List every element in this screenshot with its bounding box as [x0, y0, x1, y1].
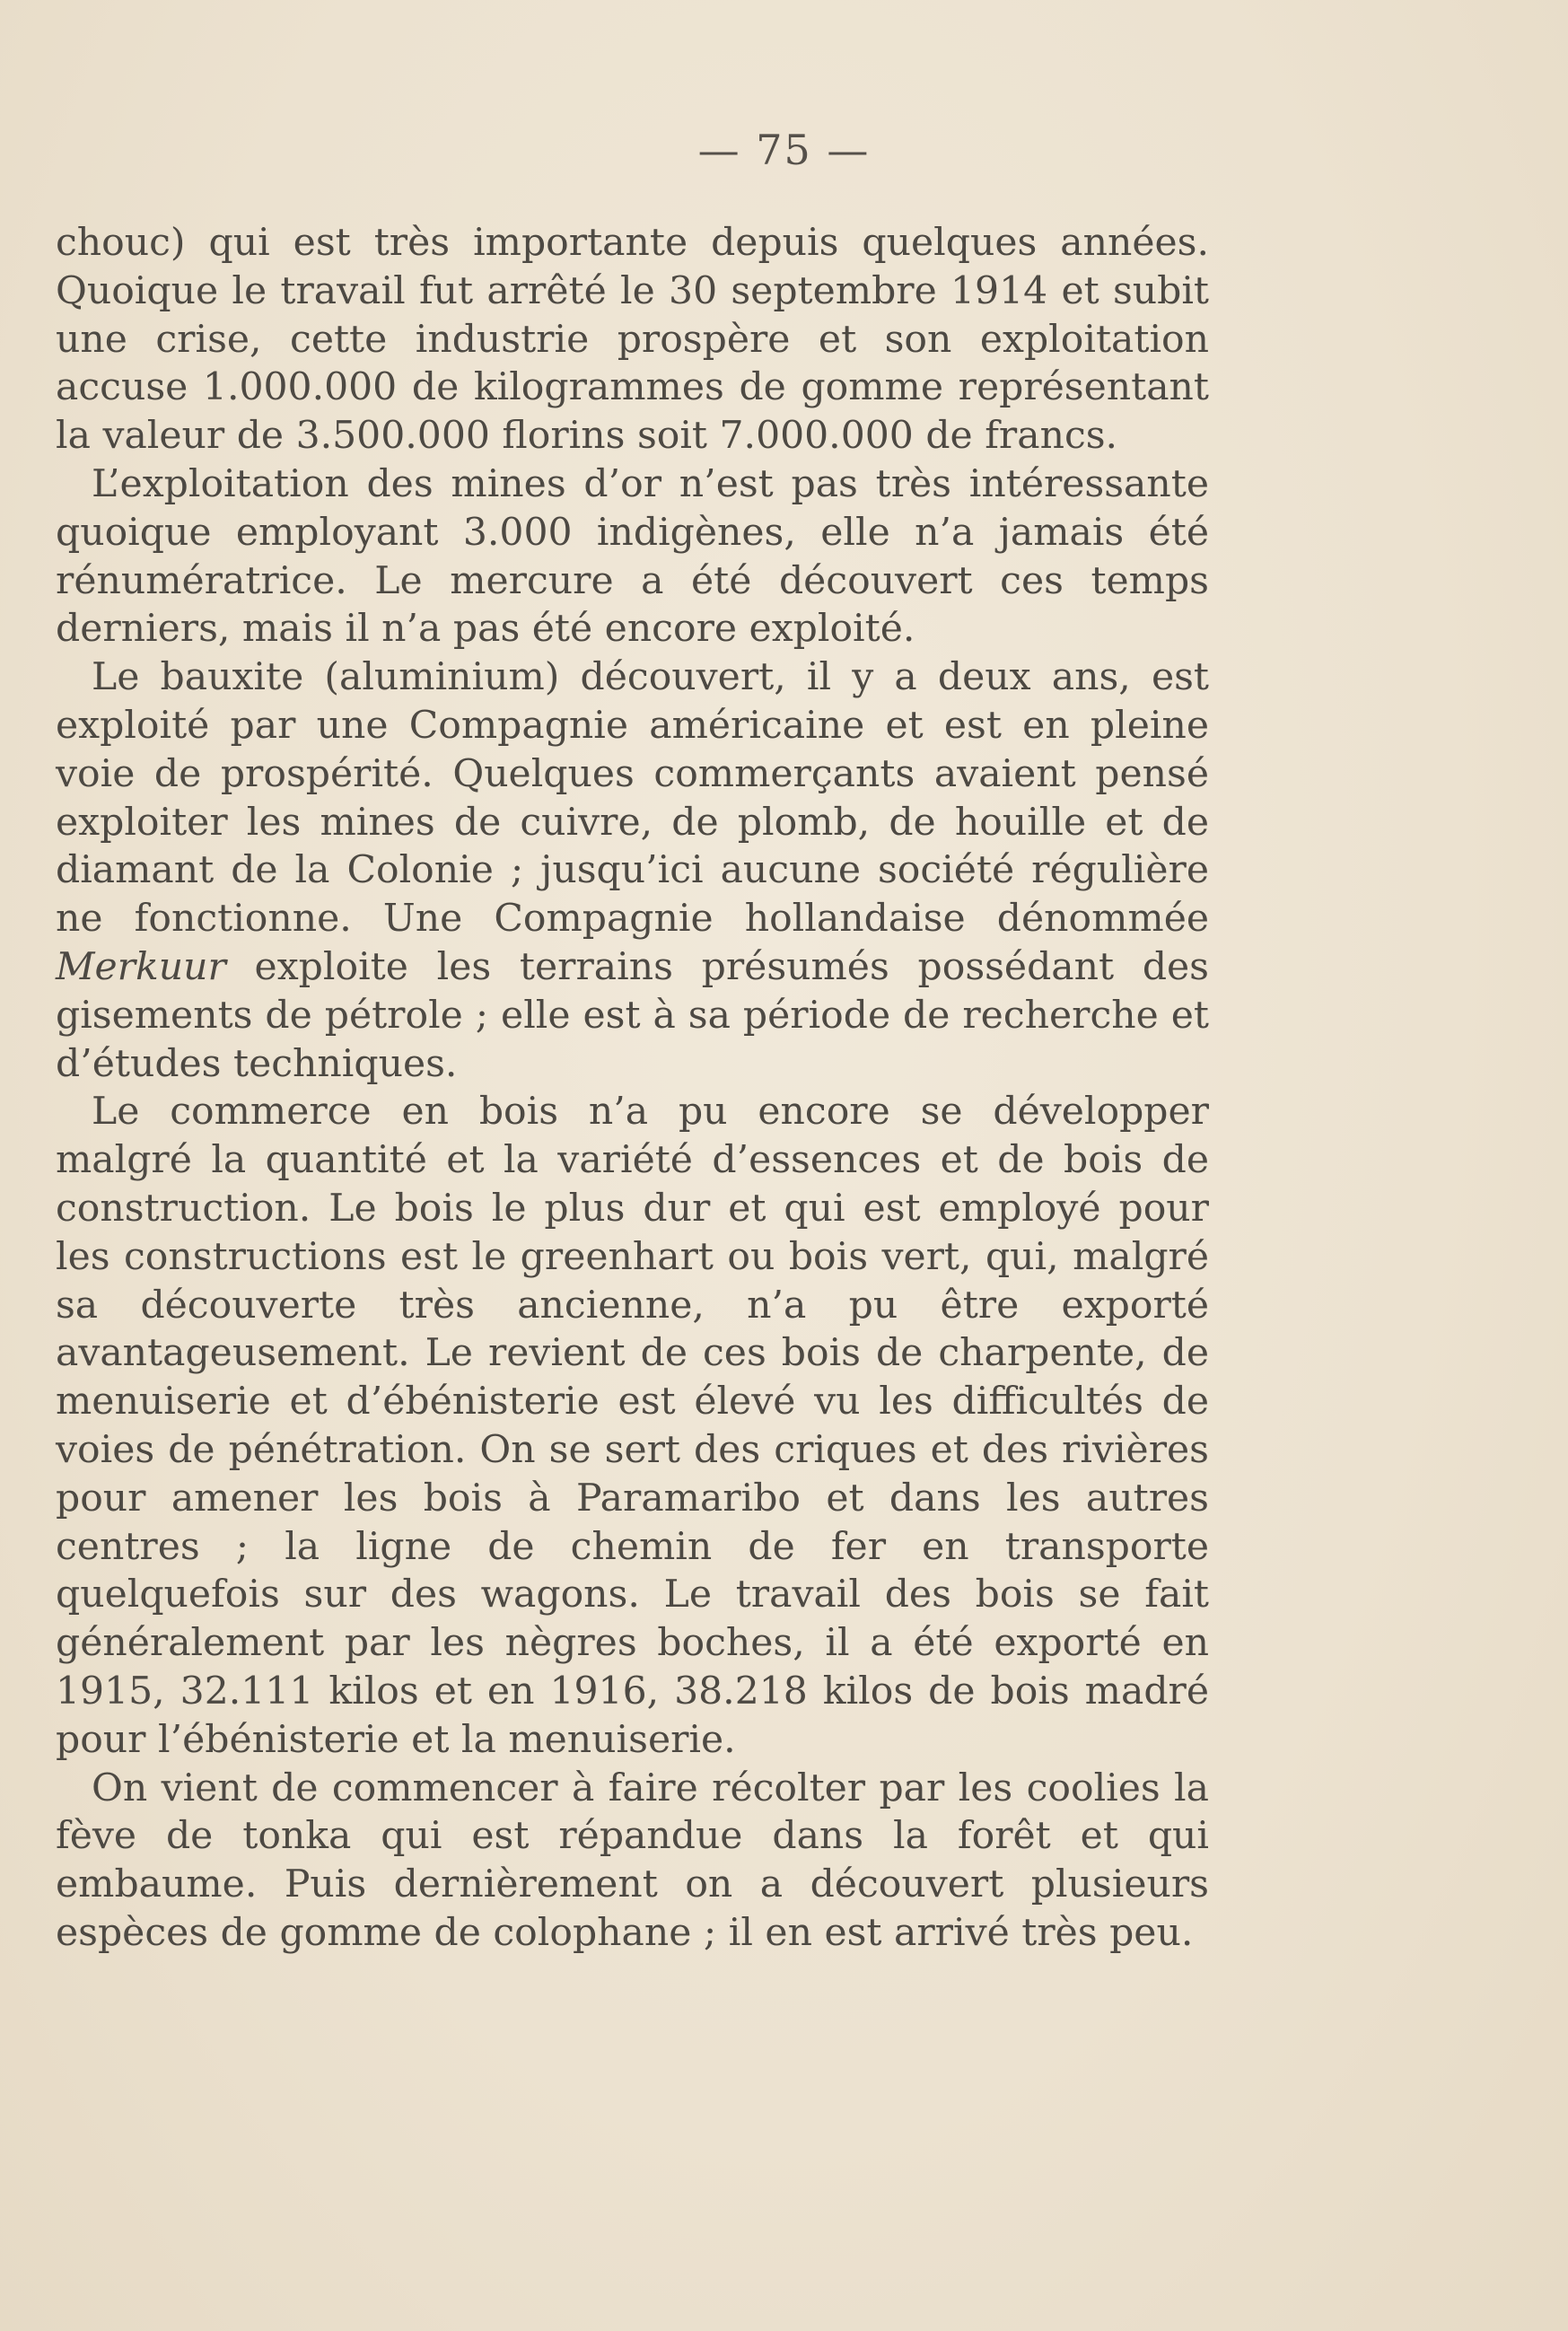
paragraph-bauxite-text-2: exploite les terrains présumés possédant des gisements de pétrole ; elle est à sa période de recherche et d’études techniques.: [56, 944, 1209, 1086]
paragraph-bauxite-text-1: Le bauxite (aluminium) découvert, il y a deux ans, est exploité par une Compagnie américaine et est en pleine voie de prospérité. Quelques commerçants avaient pensé exploiter les mines de cuivre, de plomb, de houille et de diamant de la Colonie ; jusqu’ici aucune société régulière ne fonctionne. Une Compagnie hollandaise dénommée: [56, 655, 1209, 942]
body-text: [56, 219, 1209, 1958]
paragraph-rubber-industry: chouc) qui est très importante depuis quelques années. Quoique le travail fut arrêté le 30 septembre 1914 et subit une crise, cette industrie prospère et son exploitation accuse 1.000.000 de kilogrammes de gomme représentant la valeur de 3.500.000 florins soit 7.000.000 de francs.: [56, 221, 1209, 459]
company-name-merkuur: Merkuur: [56, 944, 226, 989]
page-number: — 75 —: [697, 126, 871, 174]
paragraph-tonka-colophane: On vient de commencer à faire récolter par les coolies la fève de tonka qui est répandue dans la forêt et qui embaume. Puis dernièrement on a découvert plusieurs espèces de gomme de colophane ; il en est arrivé très peu.: [56, 1766, 1209, 1955]
paragraph-gold-mines: L’exploitation des mines d’or n’est pas très intéressante quoique employant 3.000 indigènes, elle n’a jamais été rénumératrice. Le mercure a été découvert ces temps derniers, mais il n’a pas été encore exploité.: [56, 461, 1209, 652]
paragraph-bauxite: [56, 653, 1209, 1088]
paragraph-wood-trade: Le commerce en bois n’a pu encore se développer malgré la quantité et la variété d’essences et de bois de construction. Le bois le plus dur et qui est employé pour les constructions est le greenhart ou bois vert, qui, malgré sa découverte très ancienne, n’a pu être exporté avantageusement. Le revient de ces bois de charpente, de menuiserie et d’ébénisterie est élevé vu les difficultés de voies de pénétration. On se sert des criques et des rivières pour amener les bois à Paramaribo et dans les autres centres ; la ligne de chemin de fer en transporte quelquefois sur des wagons. Le travail des bois se fait généralement par les nègres boches, il a été exporté en 1915, 32.111 kilos et en 1916, 38.218 kilos de bois madré pour l’ébénisterie et la menuiserie.: [56, 1090, 1209, 1762]
